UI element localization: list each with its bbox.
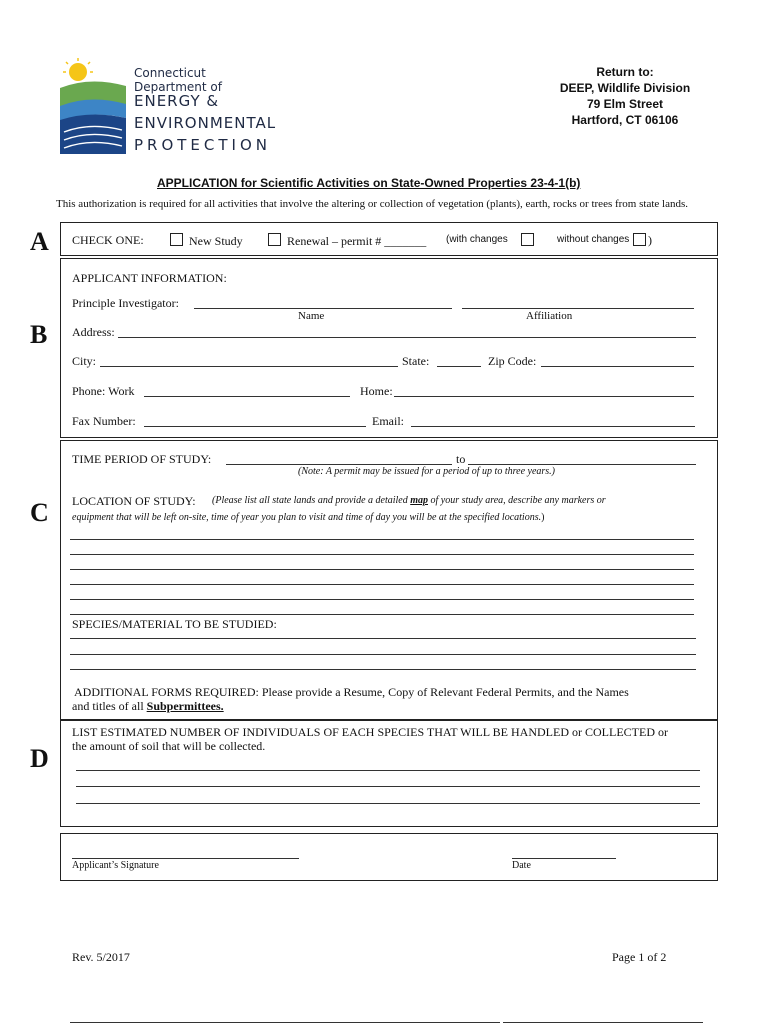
name-caption: Name	[298, 310, 325, 322]
location-instr-1b: of your study area, describe any markers or	[428, 495, 606, 506]
close-paren: )	[648, 233, 652, 247]
location-instr-1a: (Please list all state lands and provide a detailed	[212, 495, 411, 506]
pi-label: Principle Investigator:	[72, 296, 179, 310]
return-to-street: 79 Elm Street	[586, 97, 664, 111]
bottom-rule-right	[503, 1022, 703, 1023]
logo-line-3: ENVIRONMENTAL	[134, 114, 277, 132]
location-instructions-1	[212, 495, 606, 506]
location-instr-2-close: )	[541, 512, 545, 523]
email-field[interactable]	[411, 426, 695, 427]
pi-affiliation-field[interactable]	[462, 308, 694, 309]
additional-forms-2a: and titles of all	[72, 699, 147, 713]
estimated-number-line-2: the amount of soil that will be collected.	[72, 739, 266, 753]
section-d-letter: D	[30, 744, 49, 773]
location-label: LOCATION OF STUDY:	[72, 494, 196, 508]
renewal-option[interactable]	[268, 233, 426, 249]
bottom-rule-left	[70, 1022, 500, 1023]
section-a-letter: A	[30, 227, 49, 256]
zip-field[interactable]	[541, 366, 694, 367]
return-to-address	[540, 64, 710, 128]
with-changes-checkbox[interactable]	[521, 233, 534, 246]
phone-work-field[interactable]	[144, 396, 350, 397]
fax-field[interactable]	[144, 426, 366, 427]
logo-graphic-icon	[60, 58, 126, 154]
new-study-label: New Study	[189, 234, 243, 248]
zip-label: Zip Code:	[488, 354, 537, 368]
return-to-org: DEEP, Wildlife Division	[559, 81, 691, 95]
species-label: SPECIES/MATERIAL TO BE STUDIED:	[72, 617, 277, 631]
section-b-letter: B	[30, 320, 48, 349]
signature-label: Applicant’s Signature	[72, 860, 159, 871]
estimate-line-3[interactable]	[76, 803, 700, 804]
pi-name-field[interactable]	[194, 308, 452, 309]
fax-label: Fax Number:	[72, 414, 136, 428]
location-instructions-2	[72, 512, 544, 523]
return-to-city: Hartford, CT 06106	[571, 113, 679, 127]
city-field[interactable]	[100, 366, 398, 367]
signature-field[interactable]	[72, 858, 299, 859]
date-label: Date	[512, 860, 531, 871]
return-to-label: Return to:	[596, 65, 654, 79]
renewal-checkbox[interactable]	[268, 233, 281, 246]
intro-text: This authorization is required for all activities that involve the altering or collection of vegetation (plants), earth, rocks or trees from state lands.	[56, 198, 688, 210]
home-phone-field[interactable]	[394, 396, 694, 397]
check-one-label: CHECK ONE:	[72, 233, 144, 247]
time-period-label: TIME PERIOD OF STUDY:	[72, 452, 212, 466]
species-line-2[interactable]	[70, 654, 696, 655]
address-field[interactable]	[118, 337, 696, 338]
location-line-5[interactable]	[70, 599, 694, 600]
without-changes-checkbox[interactable]	[633, 233, 646, 246]
species-line-1[interactable]	[70, 638, 696, 639]
time-period-end-field[interactable]	[468, 464, 696, 465]
applicant-info-heading: APPLICANT INFORMATION:	[72, 271, 227, 285]
phone-work-label: Phone: Work	[72, 384, 135, 398]
new-study-checkbox[interactable]	[170, 233, 183, 246]
map-link: map	[410, 495, 428, 506]
additional-forms-line-1: ADDITIONAL FORMS REQUIRED: Please provide a Resume, Copy of Relevant Federal Permits, and the Names	[74, 685, 629, 699]
renewal-label: Renewal – permit # _______	[287, 234, 427, 248]
city-label: City:	[72, 354, 97, 368]
state-field[interactable]	[437, 366, 481, 367]
location-line-1[interactable]	[70, 539, 694, 540]
location-line-6[interactable]	[70, 614, 694, 615]
subpermittees-link: Subpermittees.	[146, 699, 224, 713]
section-c-letter: C	[30, 498, 49, 527]
logo-line-2: ENERGY &	[134, 92, 220, 110]
deep-logo	[60, 58, 275, 154]
estimate-line-2[interactable]	[76, 786, 700, 787]
estimated-number-line-1: LIST ESTIMATED NUMBER OF INDIVIDUALS OF EACH SPECIES THAT WILL BE HANDLED or COLLECTED or	[72, 725, 668, 739]
location-line-4[interactable]	[70, 584, 694, 585]
to-label: to	[456, 452, 466, 466]
new-study-option[interactable]	[170, 233, 243, 249]
species-line-3[interactable]	[70, 669, 696, 670]
section-c-box	[60, 440, 718, 721]
email-label: Email:	[372, 414, 404, 428]
signature-box	[60, 833, 718, 881]
state-label: State:	[402, 354, 430, 368]
location-line-3[interactable]	[70, 569, 694, 570]
permit-note: (Note: A permit may be issued for a period of up to three years.)	[298, 466, 556, 477]
address-label: Address:	[72, 325, 115, 339]
revision-label: Rev. 5/2017	[72, 950, 130, 964]
page-title: APPLICATION for Scientific Activities on State-Owned Properties 23-4-1(b)	[157, 176, 581, 190]
home-label: Home:	[360, 384, 393, 398]
affiliation-caption: Affiliation	[526, 310, 573, 322]
logo-line-1: Connecticut Department of	[134, 66, 222, 94]
time-period-start-field[interactable]	[226, 464, 452, 465]
logo-line-4: PROTECTION	[134, 136, 272, 154]
estimate-line-1[interactable]	[76, 770, 700, 771]
page-number: Page 1 of 2	[612, 950, 667, 964]
date-field[interactable]	[512, 858, 616, 859]
additional-forms-line-2	[72, 699, 224, 714]
location-instr-2: equipment that will be left on-site, time of year you plan to visit and time of day you will be at the specified locations.	[72, 512, 542, 523]
location-line-2[interactable]	[70, 554, 694, 555]
without-changes-label: without changes	[557, 234, 630, 245]
with-changes-label: (with changes	[446, 234, 508, 245]
